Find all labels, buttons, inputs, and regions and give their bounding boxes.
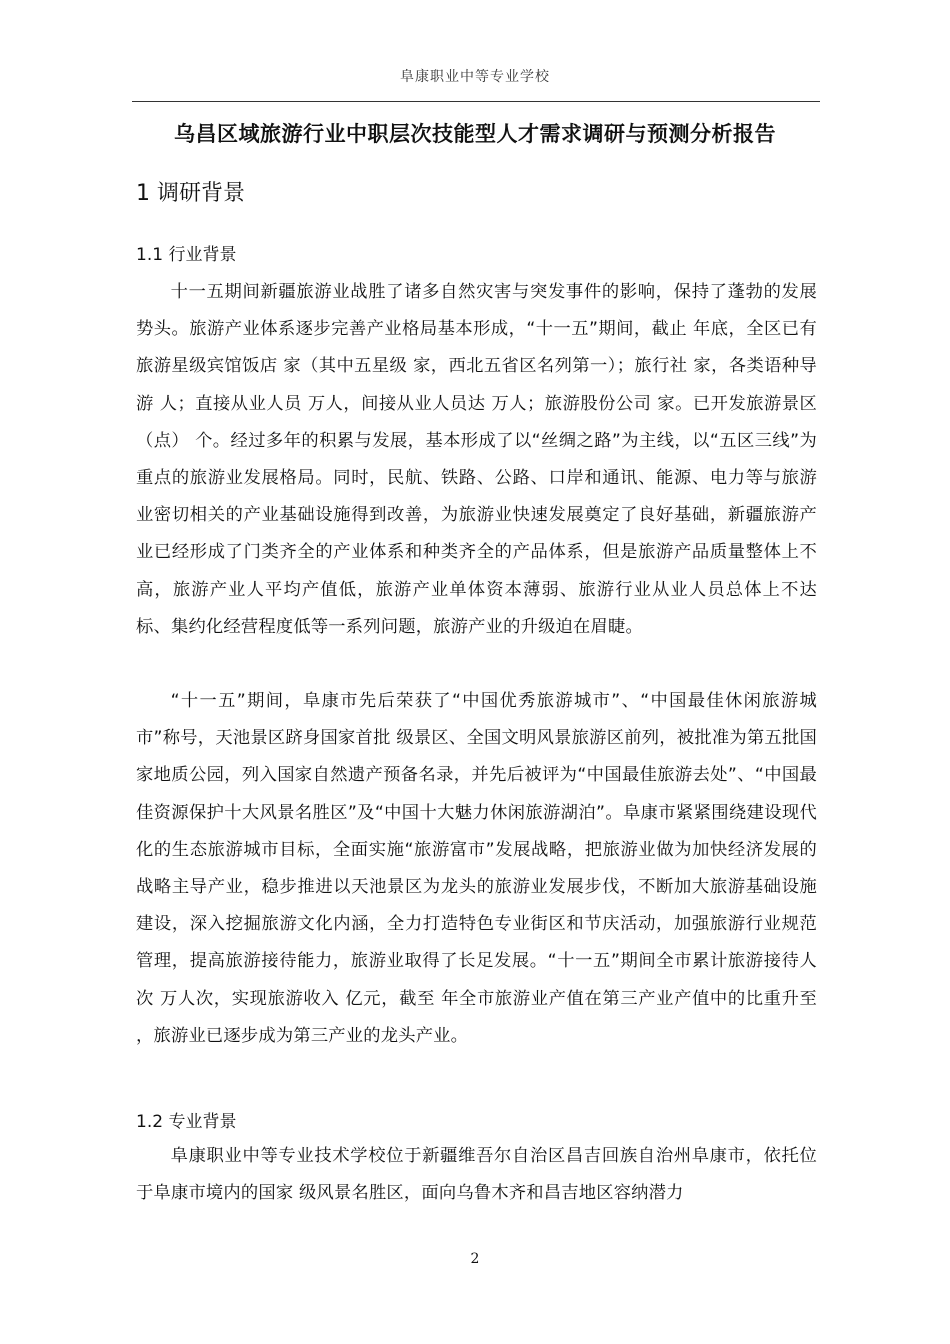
paragraph-industry-2: “十一五”期间，阜康市先后荣获了“中国优秀旅游城市”、“中国最佳休闲旅游城市”称号，天池景区跻身国家首批 级景区、全国文明风景旅游区前列，被批准为第五批国家地质公园，列入国家自然遗产预备名录，并先后被评为“中国最佳旅游去处”、“中国最佳资源保护十大风景名胜区”及“中国十大魅力休闲旅游湖泊”。阜康市紧紧围绕建设现代化的生态旅游城市目标，全面实施“旅游富市”发展战略，把旅游业做为加快经济发展的战略主导产业，稳步推进以天池景区为龙头的旅游业发展步伐，不断加大旅游基础设施建设，深入挖掘旅游文化内涵，全力打造特色专业街区和节庆活动，加强旅游行业规范管理，提高旅游接待能力，旅游业取得了长足发展。“十一五”期间全市累计旅游接待人次 万人次，实现旅游收入 亿元，截至 年全市旅游业产值在第三产业产值中的比重升至 ，旅游业已逐步成为第三产业的龙头产业。 xyxy=(136,691,817,1046)
section-heading-1-1: 1.1 行业背景 xyxy=(136,245,237,265)
page-header: 阜康职业中等专业学校 xyxy=(400,69,550,85)
document-title: 乌昌区域旅游行业中职层次技能型人才需求调研与预测分析报告 xyxy=(174,122,776,146)
paragraph-major-1: 阜康职业中等专业技术学校位于新疆维吾尔自治区昌吉回族自治州阜康市，依托位于阜康市境内的国家 级风景名胜区，面向乌鲁木齐和昌吉地区容纳潜力 xyxy=(136,1146,817,1204)
section-heading-1: 1 调研背景 xyxy=(136,181,245,206)
paragraph-industry-1: 十一五期间新疆旅游业战胜了诸多自然灾害与突发事件的影响，保持了蓬勃的发展势头。旅游产业体系逐步完善产业格局基本形成，“十一五”期间，截止 年底，全区已有旅游星级宾馆饭店 家（其中五星级 家，西北五省区名列第一）；旅行社 家，各类语种导游 人；直接从业人员 万人，间接从业人员达 万人；旅游股份公司 家。已开发旅游景区（点） 个。经过多年的积累与发展，基本形成了以“丝绸之路”为主线，以“五区三线”为重点的旅游业发展格局。同时，民航、铁路、公路、口岸和通讯、能源、电力等与旅游业密切相关的产业基础设施得到改善，为旅游业快速发展奠定了良好基础，新疆旅游产业已经形成了门类齐全的产业体系和种类齐全的产品体系，但是旅游产品质量整体上不高，旅游产业人平均产值低，旅游产业单体资本薄弱、旅游行业从业人员总体上不达标、集约化经营程度低等一系列问题，旅游产业的升级迫在眉睫。 xyxy=(136,282,817,637)
header-rule xyxy=(132,101,820,102)
section-heading-1-2: 1.2 专业背景 xyxy=(136,1112,237,1132)
page-number: 2 xyxy=(470,1251,480,1267)
